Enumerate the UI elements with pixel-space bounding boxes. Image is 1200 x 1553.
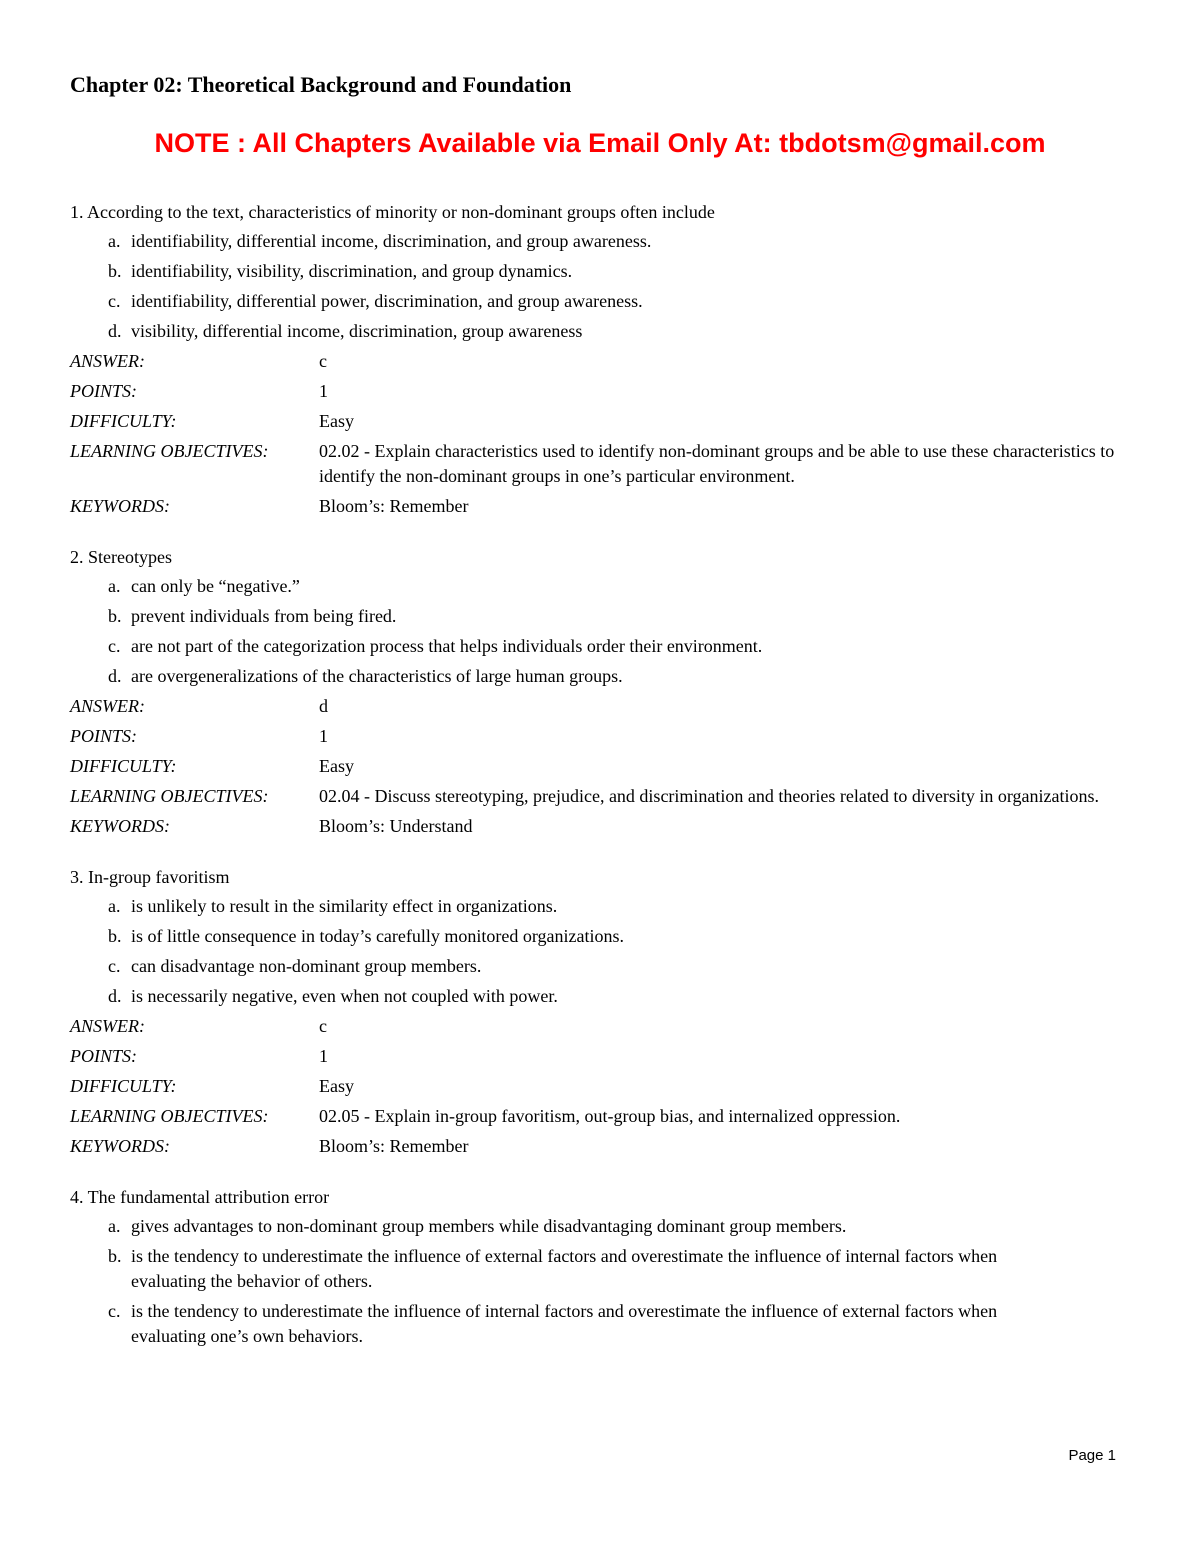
- difficulty-label: DIFFICULTY:: [70, 411, 177, 431]
- points-row: [70, 1044, 1135, 1069]
- answer-option: [70, 604, 1135, 629]
- option-letter: b.: [108, 926, 122, 946]
- option-letter: a.: [108, 576, 121, 596]
- option-text: is necessarily negative, even when not coupled with power.: [131, 986, 558, 1006]
- answer-option: [70, 259, 1135, 284]
- page-title: Chapter 02: Theoretical Background and Foundation: [70, 72, 572, 97]
- answer-option: [70, 634, 771, 659]
- answer-option: [70, 664, 1135, 689]
- option-letter: c.: [108, 291, 121, 311]
- keywords-row: [70, 1134, 1135, 1159]
- option-letter: a.: [108, 896, 121, 916]
- answer-options: [70, 1214, 1135, 1349]
- answer-label: ANSWER:: [70, 351, 145, 371]
- answer-option: [70, 1244, 1061, 1294]
- keywords-value: Bloom’s: Understand: [319, 816, 473, 836]
- points-row: [70, 724, 1135, 749]
- keywords-row: [70, 494, 1135, 519]
- difficulty-row: [70, 409, 1135, 434]
- keywords-value: Bloom’s: Remember: [319, 1136, 469, 1156]
- option-text: identifiability, differential income, discrimination, and group awareness.: [131, 231, 652, 251]
- answer-label: ANSWER:: [70, 696, 145, 716]
- keywords-label: KEYWORDS:: [70, 816, 170, 836]
- objectives-label: LEARNING OBJECTIVES:: [70, 441, 269, 461]
- keywords-label: KEYWORDS:: [70, 496, 170, 516]
- points-value: 1: [319, 1046, 328, 1066]
- answer-option: [70, 1299, 1061, 1349]
- answer-option: [70, 984, 1135, 1009]
- answer-option: [70, 229, 1135, 254]
- points-label: POINTS:: [70, 1046, 137, 1066]
- objectives-value: 02.02 - Explain characteristics used to identify non-dominant groups and be able to use these characteristics to identify the non-dominant groups in one’s particular environment.: [319, 441, 1115, 486]
- answer-option: [70, 894, 1135, 919]
- option-text: are overgeneralizations of the characteristics of large human groups.: [131, 666, 623, 686]
- question-list: [70, 200, 1135, 1375]
- answer-row: [70, 349, 1135, 374]
- option-letter: a.: [108, 231, 121, 251]
- page-number: Page 1: [1068, 1447, 1116, 1464]
- option-text: prevent individuals from being fired.: [131, 606, 397, 626]
- option-letter: b.: [108, 261, 122, 281]
- question-metadata: [70, 349, 1135, 519]
- option-text: can disadvantage non-dominant group members.: [131, 956, 482, 976]
- answer-option: [70, 924, 1135, 949]
- keywords-value: Bloom’s: Remember: [319, 496, 469, 516]
- option-text: can only be “negative.”: [131, 576, 300, 596]
- objectives-value: 02.05 - Explain in-group favoritism, out-group bias, and internalized oppression.: [319, 1106, 901, 1126]
- objectives-row: [70, 1104, 1135, 1129]
- objectives-label: LEARNING OBJECTIVES:: [70, 786, 269, 806]
- answer-options: [70, 229, 1135, 344]
- points-value: 1: [319, 381, 328, 401]
- option-letter: b.: [108, 1246, 122, 1266]
- option-letter: d.: [108, 321, 122, 341]
- difficulty-label: DIFFICULTY:: [70, 1076, 177, 1096]
- option-letter: b.: [108, 606, 122, 626]
- question-item: [70, 545, 1135, 839]
- option-text: visibility, differential income, discrimination, group awareness: [131, 321, 583, 341]
- objectives-value: 02.04 - Discuss stereotyping, prejudice, and discrimination and theories related to diversity in organizations.: [319, 786, 1099, 806]
- difficulty-value: Easy: [319, 1076, 354, 1096]
- answer-option: [70, 954, 1135, 979]
- answer-value: c: [319, 1016, 327, 1036]
- option-letter: c.: [108, 956, 121, 976]
- option-letter: d.: [108, 666, 122, 686]
- answer-label: ANSWER:: [70, 1016, 145, 1036]
- option-text: are not part of the categorization process that helps individuals order their environment.: [131, 636, 763, 656]
- difficulty-row: [70, 754, 1135, 779]
- option-text: identifiability, visibility, discrimination, and group dynamics.: [131, 261, 573, 281]
- question-stem: 1. According to the text, characteristics of minority or non-dominant groups often include: [70, 202, 715, 222]
- option-text: is the tendency to underestimate the influence of internal factors and overestimate the influence of external factors when evaluating one’s own behaviors.: [131, 1301, 998, 1346]
- option-letter: c.: [108, 636, 121, 656]
- option-letter: d.: [108, 986, 122, 1006]
- answer-row: [70, 694, 1135, 719]
- email-note-banner: NOTE : All Chapters Available via Email Only At: tbdotsm@gmail.com: [154, 128, 1046, 158]
- objectives-row: [70, 784, 1135, 809]
- answer-row: [70, 1014, 1135, 1039]
- question-stem: 2. Stereotypes: [70, 547, 172, 567]
- option-text: gives advantages to non-dominant group members while disadvantaging dominant group members.: [131, 1216, 847, 1236]
- points-value: 1: [319, 726, 328, 746]
- answer-value: d: [319, 696, 328, 716]
- objectives-label: LEARNING OBJECTIVES:: [70, 1106, 269, 1126]
- keywords-label: KEYWORDS:: [70, 1136, 170, 1156]
- question-item: [70, 1185, 1135, 1349]
- option-letter: a.: [108, 1216, 121, 1236]
- answer-options: [70, 894, 1135, 1009]
- answer-option: [70, 289, 1135, 314]
- answer-options: [70, 574, 1135, 689]
- option-text: is of little consequence in today’s carefully monitored organizations.: [131, 926, 625, 946]
- option-letter: c.: [108, 1301, 121, 1321]
- question-stem: 3. In-group favoritism: [70, 867, 230, 887]
- answer-option: [70, 1214, 1061, 1239]
- points-label: POINTS:: [70, 381, 137, 401]
- question-item: [70, 200, 1135, 519]
- option-text: is the tendency to underestimate the influence of external factors and overestimate the influence of internal factors when evaluating the behavior of others.: [131, 1246, 998, 1291]
- answer-option: [70, 574, 1135, 599]
- points-row: [70, 379, 1135, 404]
- answer-option: [70, 319, 1135, 344]
- difficulty-value: Easy: [319, 411, 354, 431]
- objectives-row: [70, 439, 1135, 489]
- question-item: [70, 865, 1135, 1159]
- question-stem: 4. The fundamental attribution error: [70, 1187, 330, 1207]
- question-metadata: [70, 1014, 1135, 1159]
- difficulty-label: DIFFICULTY:: [70, 756, 177, 776]
- keywords-row: [70, 814, 1135, 839]
- option-text: is unlikely to result in the similarity effect in organizations.: [131, 896, 558, 916]
- question-metadata: [70, 694, 1135, 839]
- option-text: identifiability, differential power, discrimination, and group awareness.: [131, 291, 643, 311]
- difficulty-row: [70, 1074, 1135, 1099]
- points-label: POINTS:: [70, 726, 137, 746]
- answer-value: c: [319, 351, 327, 371]
- difficulty-value: Easy: [319, 756, 354, 776]
